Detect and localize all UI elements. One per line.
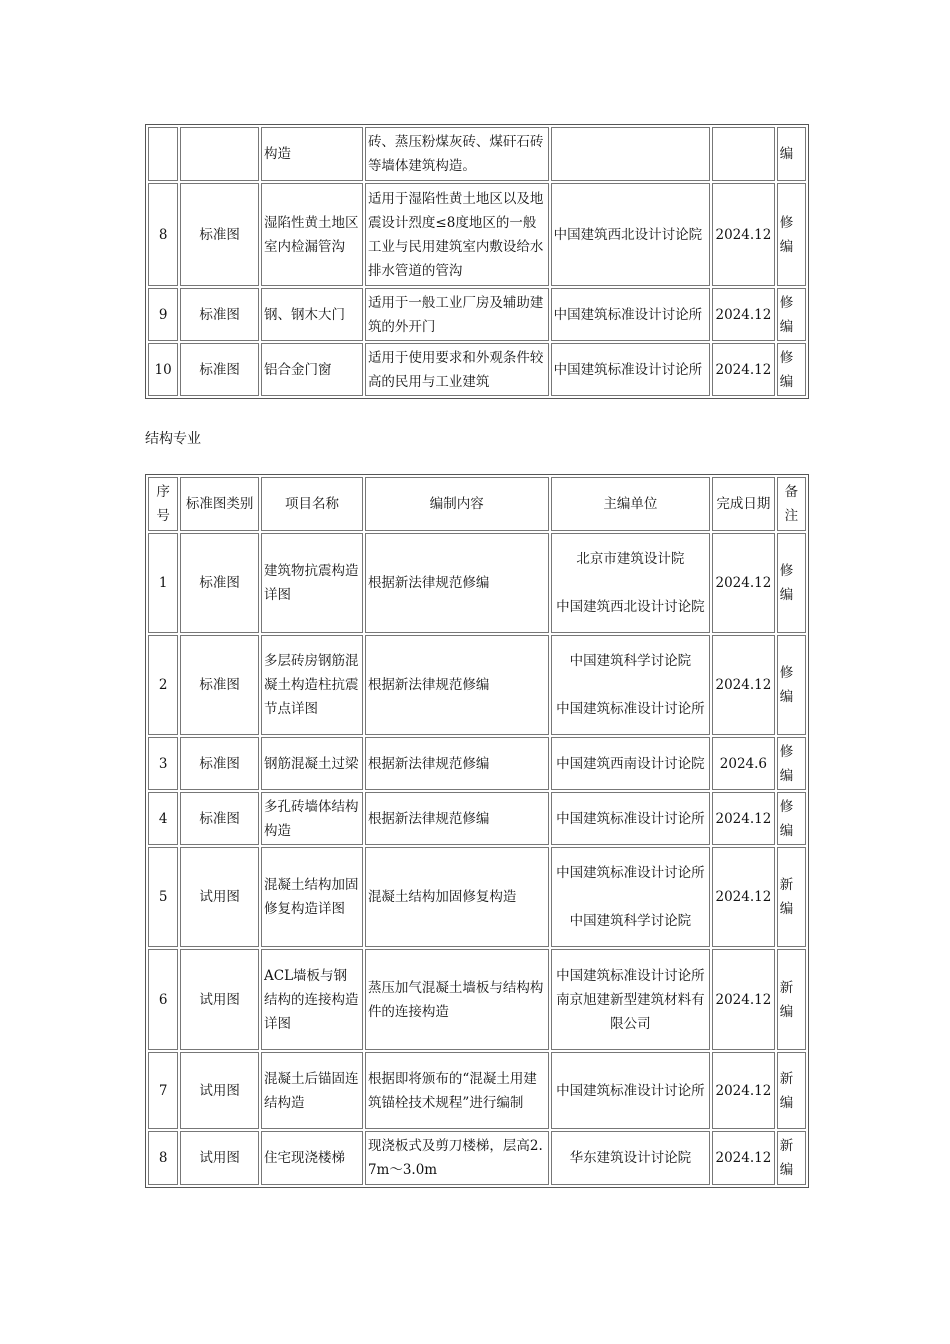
cell-date: 2024.12 <box>712 343 775 396</box>
cell-name: 住宅现浇楼梯 <box>261 1131 363 1185</box>
cell-unit <box>551 949 710 1050</box>
cell-content: 适用于湿陷性黄土地区以及地震设计烈度≤8度地区的一般工业与民用建筑室内敷设给水排水管道的管沟 <box>365 183 549 286</box>
cell-no: 2 <box>148 635 178 735</box>
cell-note: 修编 <box>777 343 806 396</box>
header-date: 完成日期 <box>712 477 775 531</box>
unit-line: 南京旭建新型建筑材料有限公司 <box>556 991 705 1032</box>
cell-content: 蒸压加气混凝土墙板与结构构件的连接构造 <box>365 949 549 1050</box>
table-row <box>148 792 806 845</box>
cell-type: 试用图 <box>180 949 259 1050</box>
table-body <box>148 127 806 396</box>
unit-line: 华东建筑设计讨论院 <box>569 1150 692 1166</box>
cell-note: 新编 <box>777 1052 806 1129</box>
cell-unit <box>551 1052 710 1129</box>
table-body <box>148 533 806 1185</box>
cell-no: 5 <box>148 847 178 947</box>
cell-unit <box>551 127 710 181</box>
cell-note: 修编 <box>777 533 806 633</box>
cell-name: 多孔砖墙体结构构造 <box>261 792 363 845</box>
header-name: 项目名称 <box>261 477 363 531</box>
cell-content: 适用于一般工业厂房及辅助建筑的外开门 <box>365 288 549 341</box>
unit-gap <box>554 571 707 595</box>
unit-line: 中国建筑标准设计讨论所 <box>556 1082 705 1099</box>
cell-unit <box>551 288 710 341</box>
cell-note: 修编 <box>777 792 806 845</box>
cell-content: 混凝土结构加固修复构造 <box>365 847 549 947</box>
header-type: 标准图类别 <box>180 477 259 531</box>
unit-line: 中国建筑西北设计讨论院 <box>553 226 703 243</box>
cell-name: 构造 <box>261 127 363 181</box>
cell-content: 根据新法律规范修编 <box>365 737 549 790</box>
cell-type: 标准图 <box>180 183 259 286</box>
cell-unit <box>551 635 710 735</box>
cell-unit <box>551 1131 710 1185</box>
cell-type <box>180 127 259 181</box>
cell-name: 建筑物抗震构造详图 <box>261 533 363 633</box>
cell-name: 钢筋混凝土过梁 <box>261 737 363 790</box>
cell-no: 6 <box>148 949 178 1050</box>
cell-unit <box>551 737 710 790</box>
table-row <box>148 533 806 633</box>
table-header <box>148 477 806 531</box>
cell-note: 编 <box>777 127 806 181</box>
cell-date: 2024.12 <box>712 792 775 845</box>
cell-note: 新编 <box>777 847 806 947</box>
cell-type: 标准图 <box>180 635 259 735</box>
unit-line: 中国建筑标准设计讨论所 <box>556 967 705 984</box>
cell-type: 试用图 <box>180 847 259 947</box>
header-row <box>148 477 806 531</box>
table-row <box>148 1131 806 1185</box>
cell-date: 2024.12 <box>712 949 775 1050</box>
cell-type: 标准图 <box>180 343 259 396</box>
table-row <box>148 288 806 341</box>
unit-line: 中国建筑标准设计讨论所 <box>556 865 705 881</box>
unit-line: 中国建筑标准设计讨论所 <box>553 306 703 323</box>
unit-gap <box>554 885 707 909</box>
cell-note: 修编 <box>777 737 806 790</box>
unit-line: 中国建筑西北设计讨论院 <box>556 599 705 615</box>
cell-date: 2024.12 <box>712 183 775 286</box>
unit-line: 中国建筑标准设计讨论所 <box>556 701 705 717</box>
cell-content: 砖、蒸压粉煤灰砖、煤矸石砖等墙体建筑构造。 <box>365 127 549 181</box>
cell-no: 8 <box>148 1131 178 1185</box>
cell-name: 混凝土后锚固连结构造 <box>261 1052 363 1129</box>
cell-date: 2024.12 <box>712 847 775 947</box>
cell-date: 2024.12 <box>712 288 775 341</box>
cell-name: 多层砖房钢筋混凝土构造柱抗震节点详图 <box>261 635 363 735</box>
cell-date: 2024.12 <box>712 533 775 633</box>
unit-line: 中国建筑标准设计讨论所 <box>553 361 703 378</box>
table-row <box>148 343 806 396</box>
table-architecture-continued <box>145 124 809 399</box>
table-row <box>148 847 806 947</box>
cell-unit <box>551 533 710 633</box>
cell-content: 现浇板式及剪刀楼梯，层高2.7m～3.0m <box>365 1131 549 1185</box>
cell-note: 修编 <box>777 183 806 286</box>
cell-unit <box>551 792 710 845</box>
cell-date: 2024.12 <box>712 635 775 735</box>
cell-date: 2024.6 <box>712 737 775 790</box>
cell-date: 2024.12 <box>712 1131 775 1185</box>
cell-date <box>712 127 775 181</box>
unit-line: 中国建筑科学讨论院 <box>569 653 692 669</box>
table-row <box>148 635 806 735</box>
unit-line: 中国建筑科学讨论院 <box>569 913 692 929</box>
cell-no: 8 <box>148 183 178 286</box>
cell-no: 9 <box>148 288 178 341</box>
cell-content: 根据新法律规范修编 <box>365 635 549 735</box>
cell-unit <box>551 343 710 396</box>
cell-no: 1 <box>148 533 178 633</box>
unit-line: 中国建筑西南设计讨论院 <box>556 755 705 772</box>
header-no: 序号 <box>148 477 178 531</box>
cell-type: 标准图 <box>180 288 259 341</box>
cell-name: 混凝土结构加固修复构造详图 <box>261 847 363 947</box>
section-title: 结构专业 <box>145 431 201 447</box>
unit-gap <box>554 673 707 697</box>
cell-type: 试用图 <box>180 1131 259 1185</box>
cell-note: 新编 <box>777 949 806 1050</box>
cell-note: 修编 <box>777 288 806 341</box>
cell-note: 修编 <box>777 635 806 735</box>
cell-content: 根据即将颁布的“混凝土用建筑锚栓技术规程”进行编制 <box>365 1052 549 1129</box>
cell-type: 标准图 <box>180 533 259 633</box>
cell-note: 新编 <box>777 1131 806 1185</box>
table-row <box>148 183 806 286</box>
cell-name: 铝合金门窗 <box>261 343 363 396</box>
table-structure <box>145 474 809 1188</box>
cell-no: 4 <box>148 792 178 845</box>
cell-date: 2024.12 <box>712 1052 775 1129</box>
cell-unit <box>551 183 710 286</box>
table-row <box>148 127 806 181</box>
table-row <box>148 1052 806 1129</box>
unit-line: 北京市建筑设计院 <box>576 551 685 567</box>
cell-type: 试用图 <box>180 1052 259 1129</box>
cell-type: 标准图 <box>180 737 259 790</box>
cell-content: 适用于使用要求和外观条件较高的民用与工业建筑 <box>365 343 549 396</box>
cell-no: 10 <box>148 343 178 396</box>
table-row <box>148 737 806 790</box>
cell-content: 根据新法律规范修编 <box>365 792 549 845</box>
cell-name: 湿陷性黄土地区室内检漏管沟 <box>261 183 363 286</box>
unit-line: 中国建筑标准设计讨论所 <box>556 810 705 827</box>
header-note: 备注 <box>777 477 806 531</box>
cell-type: 标准图 <box>180 792 259 845</box>
cell-no <box>148 127 178 181</box>
cell-unit <box>551 847 710 947</box>
cell-name: ACL墙板与钢结构的连接构造详图 <box>261 949 363 1050</box>
header-unit: 主编单位 <box>551 477 710 531</box>
cell-name: 钢、钢木大门 <box>261 288 363 341</box>
table-row <box>148 949 806 1050</box>
cell-content: 根据新法律规范修编 <box>365 533 549 633</box>
cell-no: 7 <box>148 1052 178 1129</box>
cell-no: 3 <box>148 737 178 790</box>
header-content: 编制内容 <box>365 477 549 531</box>
